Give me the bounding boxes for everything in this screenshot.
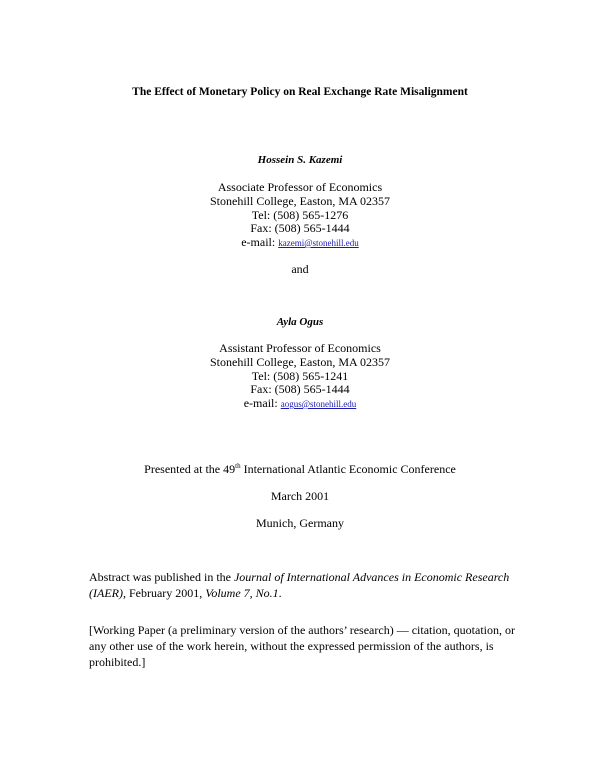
author2-fax: Fax: (508) 565-1444 (250, 382, 350, 396)
abstract-volume: Volume 7, No.1 (205, 586, 279, 600)
disclaimer: [Working Paper (a preliminary version of the authors’ research) — citation, quotation, or any other use of the work herein, without the expressed permission of the authors, is prohibited.] (89, 623, 516, 669)
author2-affiliation: Stonehill College, Easton, MA 02357 (210, 355, 390, 369)
conference-suffix: International Atlantic Economic Conference (240, 462, 456, 476)
conference-date: March 2001 (270, 489, 330, 503)
author2-position: Assistant Professor of Economics (219, 341, 381, 355)
abstract-journal: Journal of International Advances in Economic Research (IAER), (89, 570, 510, 600)
author2-email-link[interactable]: aogus@stonehill.edu (280, 399, 357, 409)
conference-location: Munich, Germany (256, 516, 344, 530)
author1-affiliation: Stonehill College, Easton, MA 02357 (210, 194, 390, 208)
conference-prefix: Presented at the 49 (144, 462, 236, 476)
abstract-part2: February 2001, (125, 586, 206, 600)
author1-position: Associate Professor of Economics (217, 180, 383, 194)
abstract-note (89, 569, 519, 601)
author1-name: Hossein S. Kazemi (257, 154, 343, 166)
author1-fax: Fax: (508) 565-1444 (250, 221, 350, 235)
author2-email-label: e-mail: (243, 396, 278, 410)
author1-email-line (0, 235, 600, 250)
abstract-end: . (278, 586, 282, 600)
author2-tel: Tel: (508) 565-1241 (251, 369, 349, 383)
author1-email-link[interactable]: kazemi@stonehill.edu (278, 238, 359, 248)
author2-email-line (0, 396, 600, 411)
conference-line (0, 462, 600, 476)
author1-email-label: e-mail: (241, 235, 276, 249)
author2-name: Ayla Ogus (276, 316, 324, 328)
paper-title: The Effect of Monetary Policy on Real Exchange Rate Misalignment (132, 86, 468, 98)
and-separator: and (291, 262, 309, 276)
author1-tel: Tel: (508) 565-1276 (251, 208, 349, 222)
abstract-part1: Abstract was published in the (89, 570, 234, 584)
conference-ordinal: th (235, 462, 241, 470)
